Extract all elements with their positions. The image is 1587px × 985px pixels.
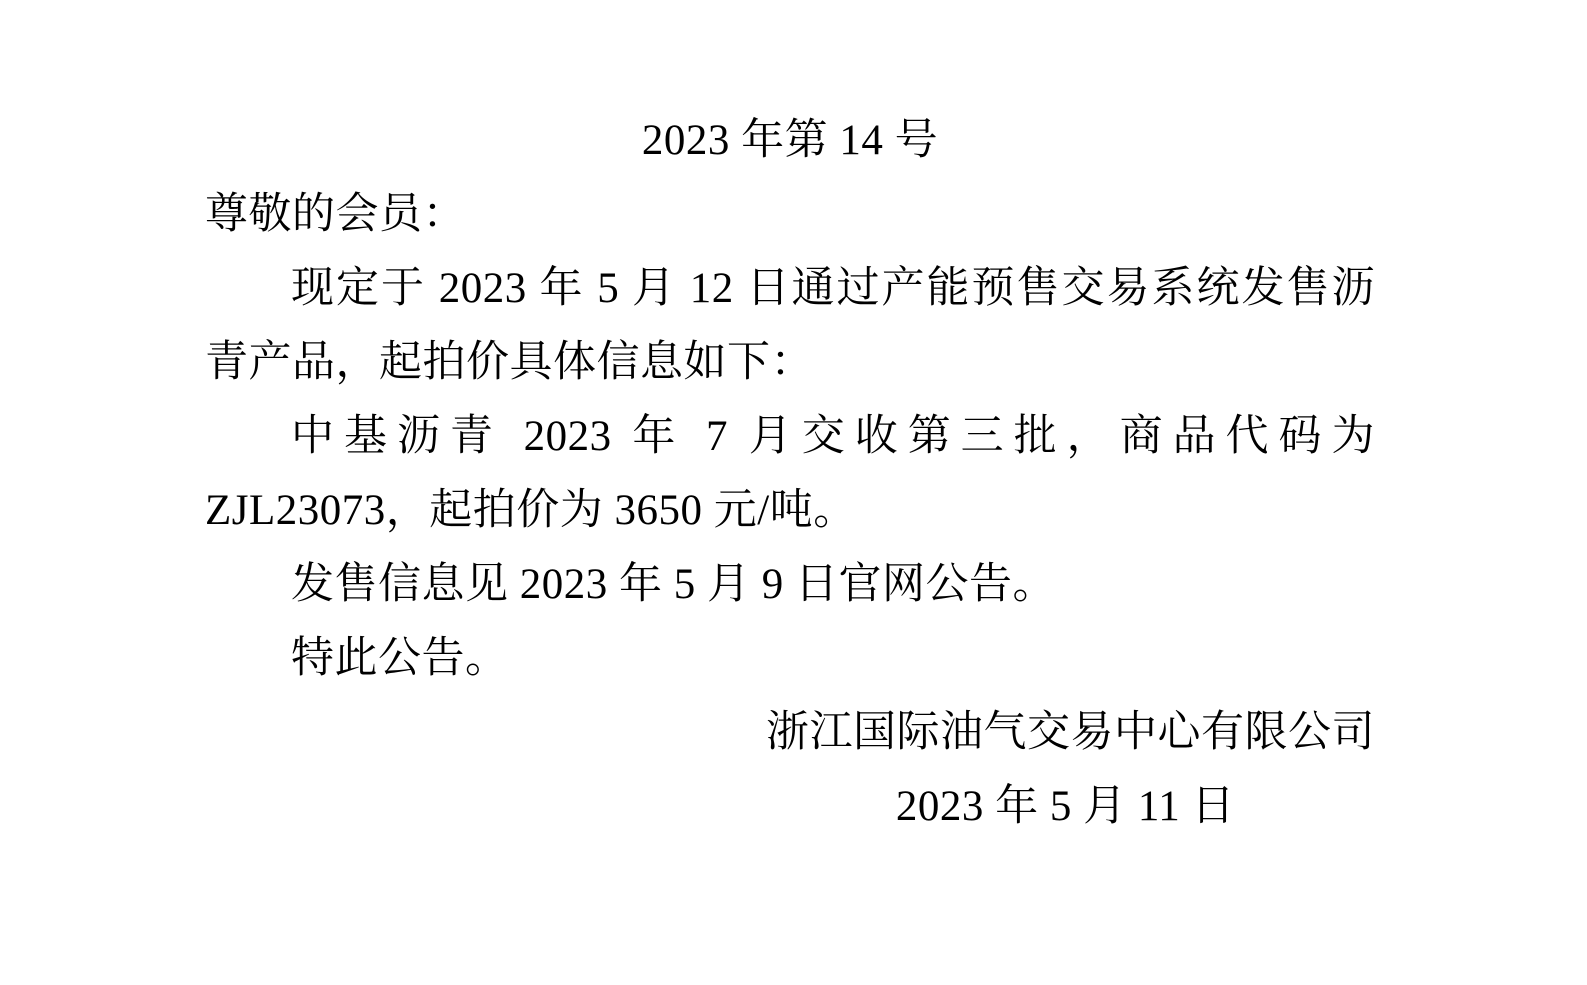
- paragraph-product-details: 中基沥青 2023 年 7 月交收第三批，商品代码为 ZJL23073，起拍价为 3650 元/吨。: [205, 413, 1375, 534]
- salutation: 尊敬的会员：: [205, 191, 466, 238]
- paragraph-notice-reference: 发售信息见 2023 年 5 月 9 日官网公告。: [291, 561, 1056, 608]
- signature-date: 2023 年 5 月 11 日: [895, 783, 1235, 830]
- document-issue-number: 2023 年第 14 号: [641, 117, 939, 164]
- paragraph-sale-announcement: 现定于 2023 年 5 月 12 日通过产能预售交易系统发售沥青产品，起拍价具体信息如下：: [205, 265, 1375, 386]
- paragraph-closing: 特此公告。: [291, 635, 509, 682]
- signature-company-name: 浙江国际油气交易中心有限公司: [766, 709, 1375, 756]
- announcement-content: [205, 104, 1375, 844]
